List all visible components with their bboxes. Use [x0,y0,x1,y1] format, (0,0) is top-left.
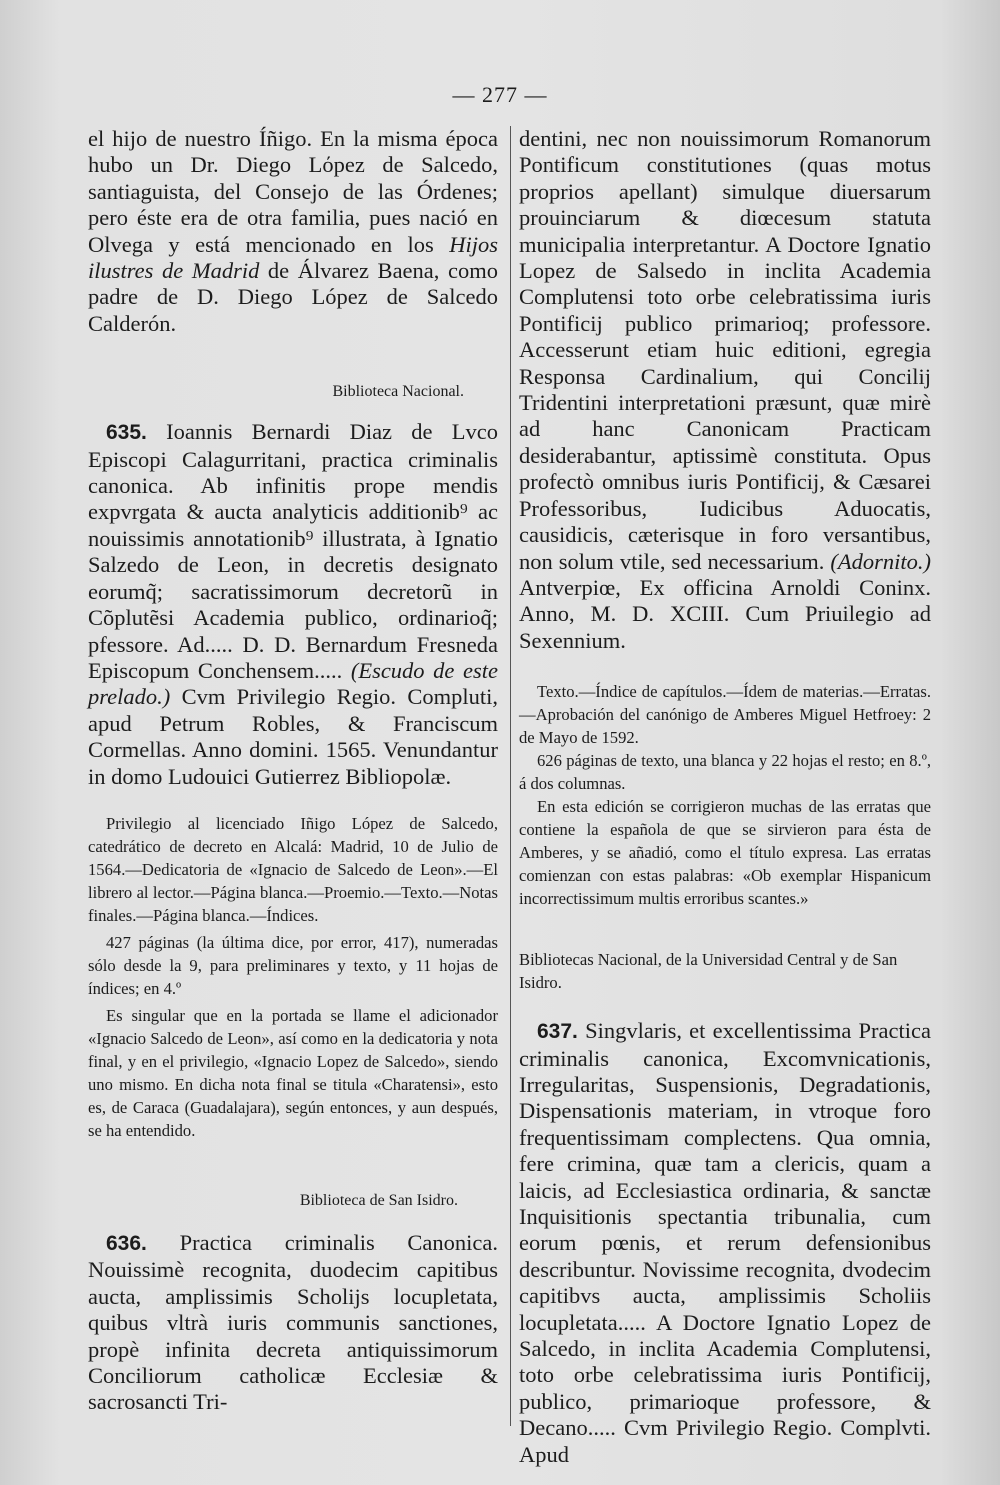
continuation-text-2: Antverpiœ, Ex officina Arnoldi Coninx. Anno, M. D. XCIII. Cum Priuilegio ad Sexennium. [519,574,931,653]
entry-637 [519,1018,931,1468]
location-label-1: Biblioteca Nacional. [332,383,464,401]
note-636-3: En esta edición se corrigieron muchas de las erratas que contiene la española de que se sirvieron para ésta de Amberes, y se añadió, como el título expresa. Las erratas comienzan con estas palabras: «Ob exemplar Hispanicum incorrectissimum multis erroribus scantes.» [519,797,931,909]
intro-text-1: el hijo de nuestro Íñigo. En la misma época hubo un Dr. Diego Lόpez de Salcedo, santiaguista, del Consejo de las Órdenes; pero éste era de otra familia, pues nació en Olvega y está mencionado en los [88,126,498,257]
note-635-3: Es singular que en la portada se llame el adicionador «Ignacio Salcedo de Leon», así como en la dedicatoria y nota final, y en el privilegio, «Ignacio Lopez de Salcedo», siendo uno mismo. En dicha nota final se titula «Charatensi», esto es, de Caraca (Guadalajara), según entonces, y aun después, se ha entendido. [88,1005,498,1140]
entry-637-text: Singvlaris, et excellentissima Practica criminalis canonica, Excomvnicationis, Irregularitas, Suspensionis, Degradationis, Dispensationis materiam, in vtroque foro frequentissimam complectens. Qua omnia, fere crimina, quæ tam a clericis, quam a laicis, ad Ecclesiastica ordinaria, & sanctæ Inquisitionis spectantia tribunalia, cum eorum pœnis, et rerum defensionibus describuntur. Novissime recognita, dvodecim capitibvs aucta, amplissimis Scholiis locupletata..... A Doctore Ignatio Lopez de Salcedo, in inclita Academia Complutensi, toto orbe celebratissima iuris Pontificij, publico, primarioque professore, & Decano..... Cvm Privilegio Regio. Complvti. Apud [519,1018,931,1467]
entry-number-635: 635. [106,421,147,445]
entry-635 [88,419,498,790]
entry-635-text-2: Cvm Privilegio Regio. Compluti, apud Petrum Robles, & Franciscum Cormellas. Anno domini. 1565. Venundantur in domo Ludouici Gutierrez Bibliopolæ. [88,684,498,789]
entry-635-italic: (Escudo de este prelado.) [88,657,499,710]
entry-636-text: Practica criminalis Canonica. Nouissimè recognita, duodecim capitibus aucta, amplissimis Scholijs locupletata, quibus vltrà iuris communis sanctiones, propè infinita decreta antiquissimorum Conciliorum catholicæ Ecclesiæ & sacrosancti Tri- [88,1229,499,1415]
continuation-text-1: dentini, nec non nouissimorum Romanorum Pontificum constitutiones (quas motus proprios apellant) simulque diuersarum prouinciarum & diœcesum statuta municipalia interpretantur. A Doctore Ignatio Lopez de Salsedo in inclita Academia Complutensi toto orbe celebratissima iuris Pontificij publico primarioq; professore. Accesserunt etiam huic editioni, egregia Responsa Cardinalium, qui Concilij Tridentini interpretationi præsunt, quæ mirè ad hanc Canonicam Practicam desiderabantur, aptissimè constituta. Opus profectò omnibus iuris Pontificij, & Cæsarei Professoribus, Iudicibus Aduocatis, causidicis, cæterisque in foro versantibus, non solum vtile, sed necessarium. [519,126,931,574]
continuation-italic: (Adornito.) [830,548,931,574]
note-636-2: 626 páginas de texto, una blanca y 22 hojas el resto; en 8.º, á dos columnas. [519,751,931,794]
location-label-3: Bibliotecas Nacional, de la Universidad Central y de San Isidro. [519,950,898,993]
entry-number-637: 637. [537,1020,578,1044]
note-636-1: Texto.—Índice de capítulos.—Ídem de materias.—Erratas.—Aprobación del canónigo de Amberes Miguel Hetfroey: 2 de Mayo de 1592. [519,682,931,748]
column-divider [510,126,511,1426]
location-label-2: Biblioteca de San Isidro. [299,1191,458,1209]
entry-636-continuation [519,126,931,654]
right-column [519,126,931,1468]
entry-636 [88,1230,498,1416]
notes-635 [88,812,498,1142]
intro-italic-title: Hijos ilustres de Madrid [88,231,498,284]
entry-635-text-1: Ioannis Bernardi Diaz de Lvco Episcopi Calagurritani, practica criminalis canonica. Ab infinitis prope mendis expvrgata & aucta analyticis additionib⁹ ac nouissimis annotationib⁹ illustrata, à Ignatio Salzedo de Leon, in decretis designato eorumq̃; sacratissimorum decretorũ in Cõplutẽsi Academia publico, ordinarioq̃; pfessore. Ad..... D. D. Bernardum Fresneda Episcopum Conchensem..... [88,419,498,683]
intro-text-2: de Álvarez Baena, como padre de D. Diego López de Salcedo Calderón. [88,258,498,336]
notes-636 [519,680,931,910]
intro-paragraph [88,126,498,337]
note-635-1: Privilegio al licenciado Iñigo López de Salcedo, catedrático de decreto en Alcalá: Madrid, 10 de Julio de 1564.—Dedicatoria de «Ignacio de Salcedo de Leon».—El librero al lector.—Página blanca.—Proemio.—Texto.—Notas finales.—Página blanca.—Índices. [88,813,498,925]
left-column [88,126,498,1416]
page-number: — 277 — [452,82,548,107]
note-635-2: 427 páginas (la última dice, por error, 417), numeradas sólo desde la 9, para preliminares y texto, y 11 hojas de índices; en 4.º [88,932,498,998]
entry-number-636: 636. [106,1231,147,1255]
